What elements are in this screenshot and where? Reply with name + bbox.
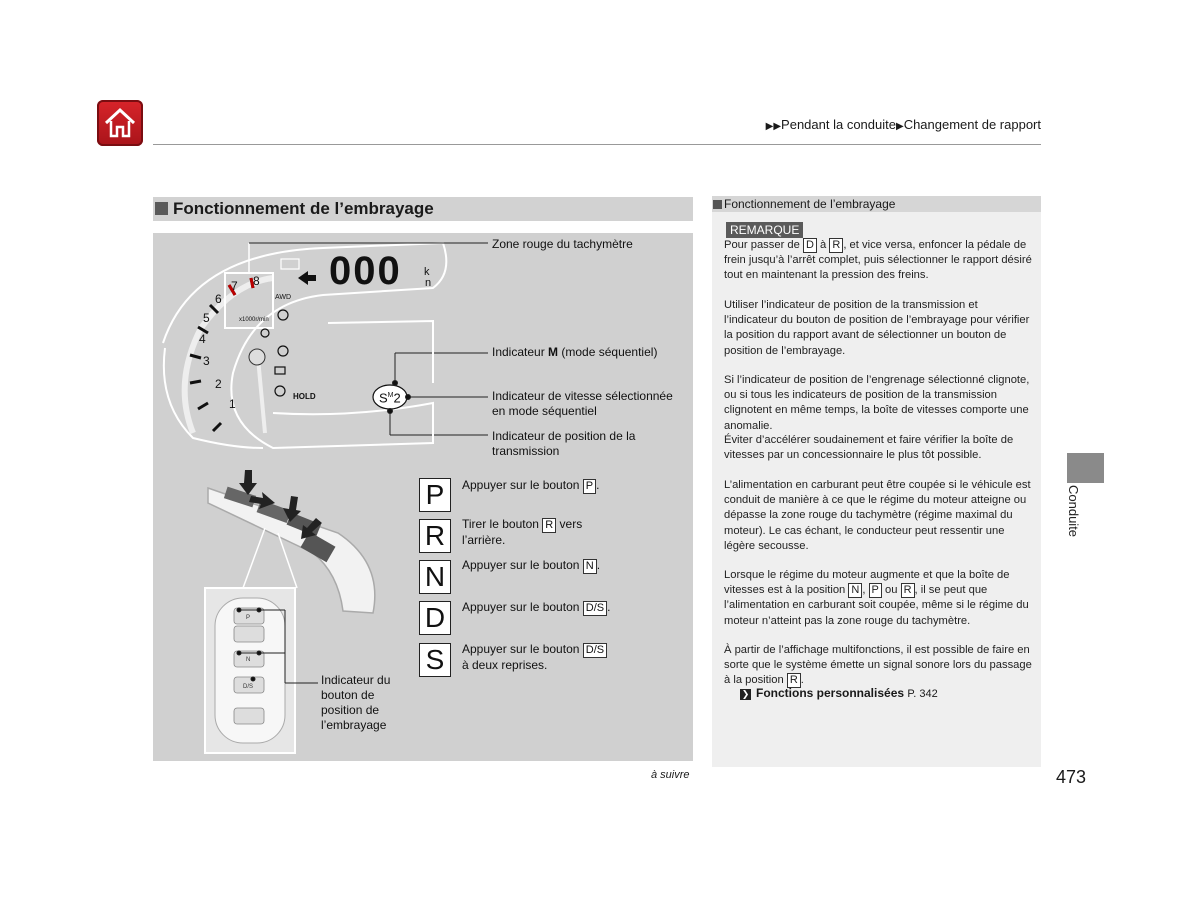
gear-instruction-p: Appuyer sur le bouton P . xyxy=(462,478,600,492)
page-number: 473 xyxy=(1056,767,1087,787)
home-icon xyxy=(102,105,138,141)
tach-label-3: 3 xyxy=(203,354,210,368)
gear-letter-r: R xyxy=(419,519,451,553)
breadcrumb-item-2[interactable]: Changement de rapport xyxy=(903,117,1041,132)
gear-letter-d: D xyxy=(419,601,451,635)
callout-m-indicator: Indicateur M (mode séquentiel) xyxy=(492,345,658,359)
hold-label: HOLD xyxy=(293,392,316,401)
clutch-figure xyxy=(153,233,693,761)
callout-seq-gear: Indicateur de vitesse sélectionnée en mode séquentiel xyxy=(492,389,673,418)
sidebar-paragraph-6: À partir de l’affichage multifonctions, il est possible de faire en sorte que le système émette un signal sonore lors du passage à la position R . xyxy=(724,644,1032,687)
odometer-digits: 000 xyxy=(329,249,402,293)
tach-label-4: 4 xyxy=(199,332,206,346)
section-title: Fonctionnement de l’embrayage xyxy=(173,199,434,218)
continued-label: à suivre xyxy=(651,769,690,781)
svg-text:P: P xyxy=(246,615,251,621)
sidebar-paragraph-5: Lorsque le régime du moteur augmente et que la boîte de vitesses est à la position N , P ou R , il se peut que l’alimentation en carburant soit coupée, même si le régime du moteur n’atteint pas la zone rouge du tachymètre. xyxy=(724,569,1029,627)
callout-clutch-indicator: Indicateur du bouton de position de l’embrayage xyxy=(321,673,391,732)
home-button[interactable] xyxy=(97,100,143,146)
callout-red-zone: Zone rouge du tachymètre xyxy=(492,237,633,251)
breadcrumb xyxy=(766,117,1041,132)
tach-label-5: 5 xyxy=(203,311,210,325)
svg-text:N: N xyxy=(246,657,251,663)
header-rule xyxy=(153,144,1041,145)
note-arrow-icon xyxy=(713,200,722,209)
sidebar-paragraph-3b: Éviter d’accélérer soudainement et faire vérifier la boîte de vitesses par un concessionnaire le plus tôt possible. xyxy=(724,434,1014,462)
gear-letter-p: P xyxy=(419,478,451,512)
tach-unit-label: x1000r/min xyxy=(239,317,269,323)
breadcrumb-item-1[interactable]: Pendant la conduite xyxy=(781,117,896,132)
section-square-icon xyxy=(155,202,168,215)
tach-label-7: 7 xyxy=(231,279,238,293)
gear-instruction-r: Tirer le bouton R vers l’arrière. xyxy=(462,517,583,547)
breadcrumb-arrow-icon: ▶ xyxy=(895,121,904,132)
custom-functions-link[interactable]: ❯ Fonctions personnalisées P. 342 xyxy=(741,686,938,700)
breadcrumb-arrow-icon: ▶▶ xyxy=(765,121,782,132)
odometer-unit-partial-1: k xyxy=(424,266,430,278)
sidebar-heading: Fonctionnement de l’embrayage xyxy=(712,196,1041,212)
gear-instruction-d: Appuyer sur le bouton D/S . xyxy=(462,600,611,614)
section-title-bar xyxy=(153,197,693,221)
sidebar-paragraph-2: Utiliser l’indicateur de position de la transmission et l’indicateur du bouton de position de l’embrayage pour vérifier la position du rapport avant de sélectionner un bouton de position de l’embrayage. xyxy=(724,299,1030,357)
tach-label-6: 6 xyxy=(215,292,222,306)
gear-letter-s: S xyxy=(419,643,451,677)
sidebar-paragraph-3: Si l’indicateur de position de l’engrenage sélectionné clignote, ou si tous les indicateurs de position de la transmission clignotent en même temps, la boîte de vitesses comporte une anomalie. xyxy=(724,374,1030,432)
gear-instruction-s: Appuyer sur le bouton D/S à deux reprises. xyxy=(462,642,607,672)
awd-label: AWD xyxy=(275,294,292,301)
callout-trans-position: Indicateur de position de la transmission xyxy=(492,429,636,458)
chapter-tab[interactable] xyxy=(1067,453,1104,483)
odometer-unit-partial-2: n xyxy=(425,277,432,289)
remarque-badge: REMARQUE xyxy=(726,222,803,238)
sidebar-paragraph-4: L’alimentation en carburant peut être coupée si le véhicule est conduit de manière à ce que le régime du moteur atteigne ou dépasse la zone rouge du tachymètre (régime maximal du moteur). Le cas échant, le conducteur peut ressentir une légère secousse. xyxy=(724,479,1031,552)
link-arrow-icon: ❯ xyxy=(741,689,750,699)
gear-letter-n: N xyxy=(419,560,451,594)
tach-label-2: 2 xyxy=(215,377,222,391)
gear-instruction-n: Appuyer sur le bouton N . xyxy=(462,558,601,572)
svg-text:D/S: D/S xyxy=(243,684,254,690)
chapter-tab-label: Conduite xyxy=(1066,485,1081,538)
sidebar-paragraph-1: Pour passer de D à R , et vice versa, enfoncer la pédale de frein jusqu’à l’arrêt complet, puis sélectionner le rapport désiré tout en maintenant la pression des freins. xyxy=(724,239,1032,282)
tach-label-8: 8 xyxy=(253,274,260,288)
gear-display: $S^M2$ xyxy=(379,390,401,406)
tach-label-1: 1 xyxy=(229,397,236,411)
sidebar-panel xyxy=(712,212,1041,767)
